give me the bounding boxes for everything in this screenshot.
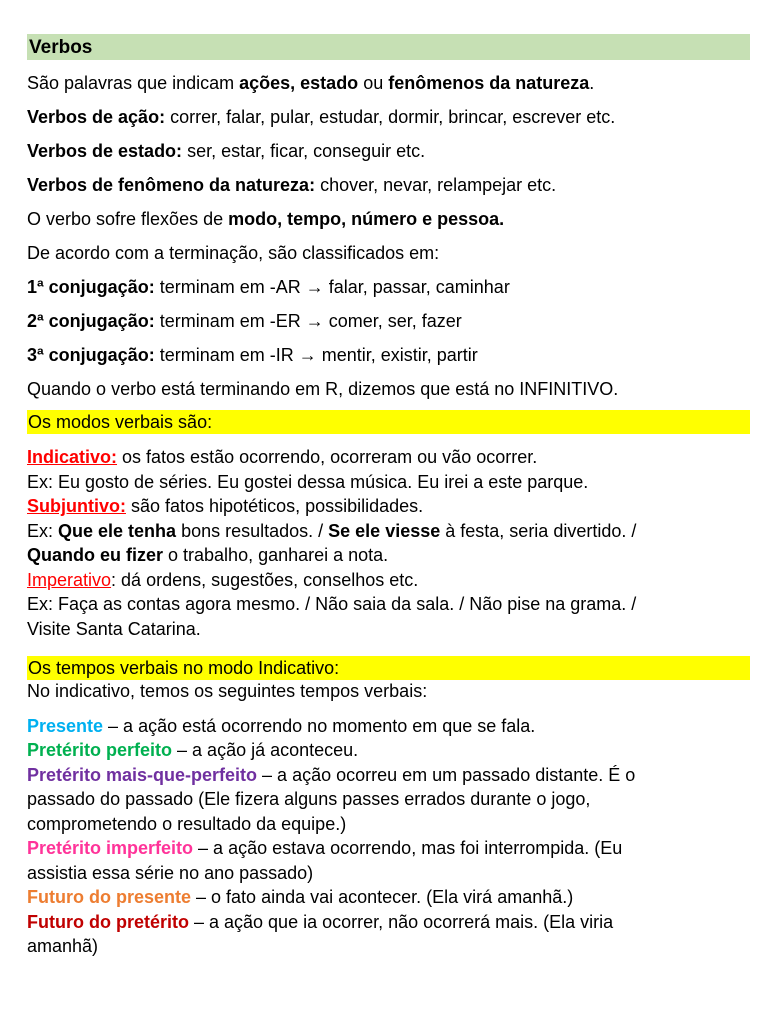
imperativo-example-cont: Visite Santa Catarina. <box>27 618 201 639</box>
imperativo-example: Ex: Faça as contas agora mesmo. / Não saia da sala. / Não pise na grama. / <box>27 594 637 614</box>
mais-que-perfeito-line-3: comprometendo o resultado da equipe.) <box>27 813 347 834</box>
tempos-intro: No indicativo, temos os seguintes tempos verbais: <box>27 681 428 701</box>
flexoes-line: O verbo sofre flexões de modo, tempo, número e pessoa. <box>27 209 505 229</box>
conjugacao-2-line: 2ª conjugação: terminam em -ER → comer, ser, fazer <box>27 311 462 331</box>
preterito-perfeito-line: Pretérito perfeito – a ação já aconteceu. <box>27 740 359 760</box>
mais-que-perfeito-line: Pretérito mais-que-perfeito – a ação ocorreu em um passado distante. É o <box>27 764 636 785</box>
verbos-acao-line: Verbos de ação: correr, falar, pular, estudar, dormir, brincar, escrever etc. <box>27 107 616 127</box>
subjuntivo-example: Ex: Que ele tenha bons resultados. / Se ele viesse à festa, seria divertido. / <box>27 520 637 541</box>
preterito-imperfeito-line: Pretérito imperfeito – a ação estava ocorrendo, mas foi interrompida. (Eu <box>27 838 623 858</box>
conjugacao-3-line: 3ª conjugação: terminam em -IR → mentir, existir, partir <box>27 345 478 365</box>
presente-line: Presente – a ação está ocorrendo no momento em que se fala. <box>27 715 536 736</box>
verbos-estado-line: Verbos de estado: ser, estar, ficar, conseguir etc. <box>27 141 426 161</box>
mais-que-perfeito-line-2: passado do passado (Ele fizera alguns passes errados durante o jogo, <box>27 789 591 809</box>
indicativo-line: Indicativo: os fatos estão ocorrendo, ocorreram ou vão ocorrer. <box>27 447 538 467</box>
preterito-imperfeito-line-2: assistia essa série no ano passado) <box>27 862 314 883</box>
futuro-presente-line: Futuro do presente – o fato ainda vai acontecer. (Ela virá amanhã.) <box>27 887 574 907</box>
infinitivo-line: Quando o verbo está terminando em R, dizemos que está no INFINITIVO. <box>27 379 619 399</box>
subjuntivo-example-cont: Quando eu fizer o trabalho, ganharei a nota. <box>27 545 389 565</box>
terminacao-line: De acordo com a terminação, são classificados em: <box>27 243 440 263</box>
futuro-preterito-line-2: amanhã) <box>27 936 99 956</box>
document-page <box>27 34 750 959</box>
tempos-header: Os tempos verbais no modo Indicativo: <box>27 656 750 680</box>
intro-line: São palavras que indicam ações, estado ou fenômenos da natureza. <box>27 73 595 93</box>
arrow-right-icon: → <box>305 277 324 297</box>
modos-header: Os modos verbais são: <box>27 410 750 434</box>
subjuntivo-line: Subjuntivo: são fatos hipotéticos, possibilidades. <box>27 496 424 516</box>
verbos-fenomeno-line: Verbos de fenômeno da natureza: chover, nevar, relampejar etc. <box>27 175 557 195</box>
indicativo-example: Ex: Eu gosto de séries. Eu gostei dessa música. Eu irei a este parque. <box>27 471 589 492</box>
imperativo-line: Imperativo: dá ordens, sugestões, conselhos etc. <box>27 569 419 590</box>
title-text: Verbos <box>29 37 93 58</box>
page-title <box>27 34 750 60</box>
arrow-right-icon: → <box>305 311 324 331</box>
futuro-preterito-line: Futuro do pretérito – a ação que ia ocorrer, não ocorrerá mais. (Ela viria <box>27 911 614 932</box>
arrow-right-icon: → <box>298 345 317 365</box>
conjugacao-1-line: 1ª conjugação: terminam em -AR → falar, passar, caminhar <box>27 277 510 297</box>
